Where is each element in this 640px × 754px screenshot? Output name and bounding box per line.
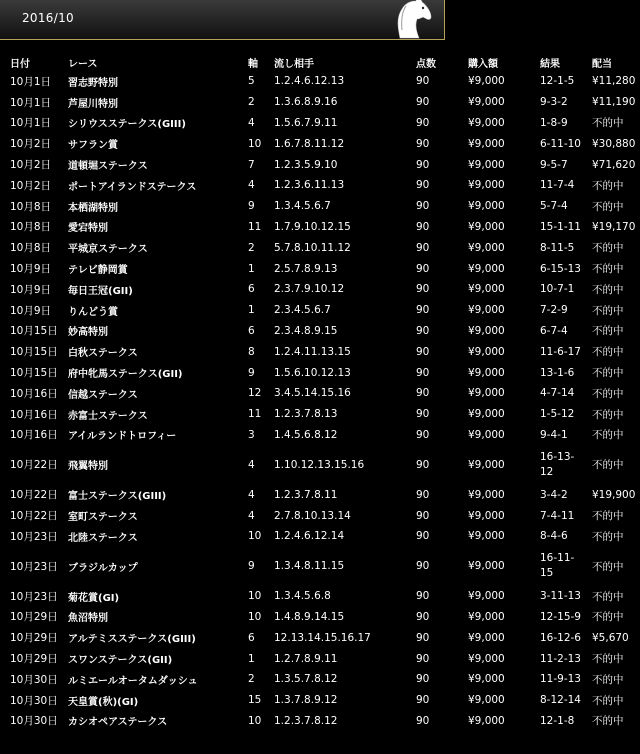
cell-partners: 1.2.4.6.12.13 [274, 75, 345, 88]
cell-date: 10月2日 [10, 159, 52, 172]
cell-result: 9-3-2 [540, 96, 568, 109]
cell-points: 90 [416, 158, 430, 171]
cell-payout: 不的中 [592, 367, 624, 380]
cell-result: 8-12-14 [540, 694, 581, 707]
table-row [0, 113, 640, 134]
cell-date: 10月8日 [10, 221, 52, 234]
cell-points: 90 [416, 714, 430, 727]
cell-result: 16-13- 12 [540, 450, 575, 478]
cell-date: 10月23日 [10, 560, 58, 573]
table-row [0, 404, 640, 425]
cell-amount: ¥9,000 [468, 116, 505, 129]
cell-amount: ¥9,000 [468, 200, 505, 213]
cell-amount: ¥9,000 [468, 673, 505, 686]
page-header [0, 0, 445, 40]
cell-race: シリウスステークス(GIII) [68, 119, 186, 131]
cell-race: サフラン賞 [68, 140, 118, 152]
cell-result: 13-1-6 [540, 366, 575, 379]
cell-race: 習志野特別 [68, 77, 118, 89]
cell-wheel: 4 [248, 509, 255, 522]
cell-result: 3-11-13 [540, 590, 581, 603]
cell-payout: 不的中 [592, 117, 624, 130]
table-row [0, 321, 640, 342]
cell-amount: ¥9,000 [468, 560, 505, 573]
cell-points: 90 [416, 673, 430, 686]
cell-result: 10-7-1 [540, 283, 575, 296]
cell-amount: ¥9,000 [468, 714, 505, 727]
cell-amount: ¥9,000 [468, 345, 505, 358]
cell-partners: 3.4.5.14.15.16 [274, 387, 351, 400]
table-row [0, 505, 640, 526]
column-header-points: 点数 [416, 58, 436, 70]
cell-date: 10月30日 [10, 715, 58, 728]
cell-points: 90 [416, 241, 430, 254]
cell-date: 10月29日 [10, 653, 58, 666]
cell-wheel: 4 [248, 116, 255, 129]
cell-partners: 1.3.5.7.8.12 [274, 673, 338, 686]
cell-wheel: 1 [248, 304, 255, 317]
cell-points: 90 [416, 75, 430, 88]
cell-points: 90 [416, 428, 430, 441]
cell-race: 北陸ステークス [68, 532, 138, 544]
cell-result: 1-5-12 [540, 408, 575, 421]
cell-amount: ¥9,000 [468, 387, 505, 400]
cell-race: 府中牝馬ステークス(GII) [68, 369, 183, 381]
table-header-row [0, 53, 640, 71]
cell-points: 90 [416, 324, 430, 337]
cell-race: 天皇賞(秋)(GI) [68, 696, 139, 708]
cell-amount: ¥9,000 [468, 530, 505, 543]
cell-race: 魚沼特別 [68, 613, 108, 625]
cell-payout: 不的中 [592, 510, 624, 523]
cell-date: 10月23日 [10, 530, 58, 543]
cell-payout: 不的中 [592, 715, 624, 728]
cell-date: 10月16日 [10, 408, 58, 421]
cell-partners: 1.2.4.6.12.14 [274, 530, 345, 543]
cell-date: 10月22日 [10, 489, 58, 502]
cell-result: 9-5-7 [540, 158, 568, 171]
cell-race: 道頓堀ステークス [68, 161, 148, 173]
horse-head-icon [386, 0, 434, 40]
cell-date: 10月29日 [10, 611, 58, 624]
cell-wheel: 10 [248, 530, 262, 543]
cell-payout: ¥71,620 [592, 158, 636, 171]
cell-date: 10月8日 [10, 242, 52, 255]
cell-partners: 1.2.3.7.8.12 [274, 714, 338, 727]
cell-payout: 不的中 [592, 242, 624, 255]
cell-partners: 1.7.9.10.12.15 [274, 220, 351, 233]
cell-race: アルテミスステークス(GIII) [68, 634, 196, 646]
cell-race: 飛翼特別 [68, 461, 108, 473]
cell-partners: 1.2.4.11.13.15 [274, 345, 351, 358]
cell-race: カシオペアステークス [68, 717, 168, 729]
cell-amount: ¥9,000 [468, 652, 505, 665]
cell-points: 90 [416, 283, 430, 296]
cell-wheel: 8 [248, 345, 255, 358]
cell-partners: 2.3.4.5.6.7 [274, 304, 331, 317]
table-row [0, 217, 640, 238]
cell-date: 10月16日 [10, 429, 58, 442]
cell-result: 6-7-4 [540, 324, 568, 337]
table-row [0, 362, 640, 383]
cell-amount: ¥9,000 [468, 694, 505, 707]
cell-race: 富士ステークス(GIII) [68, 491, 167, 503]
cell-points: 90 [416, 652, 430, 665]
column-header-amount: 購入額 [468, 58, 498, 70]
table-row [0, 547, 640, 586]
cell-date: 10月2日 [10, 179, 52, 192]
cell-race: 愛宕特別 [68, 223, 108, 235]
cell-wheel: 4 [248, 458, 255, 471]
cell-amount: ¥9,000 [468, 458, 505, 471]
cell-partners: 1.3.4.5.6.8 [274, 590, 331, 603]
cell-date: 10月29日 [10, 632, 58, 645]
cell-points: 90 [416, 560, 430, 573]
cell-date: 10月22日 [10, 459, 58, 472]
cell-partners: 1.3.6.8.9.16 [274, 96, 338, 109]
cell-date: 10月1日 [10, 117, 52, 130]
cell-points: 90 [416, 509, 430, 522]
cell-result: 16-11- 15 [540, 552, 575, 580]
cell-race: ポートアイランドステークス [68, 181, 197, 193]
cell-amount: ¥9,000 [468, 137, 505, 150]
cell-points: 90 [416, 590, 430, 603]
cell-payout: ¥11,280 [592, 75, 636, 88]
cell-partners: 1.3.7.8.9.12 [274, 694, 338, 707]
cell-result: 11-2-13 [540, 652, 581, 665]
cell-result: 1-8-9 [540, 116, 568, 129]
cell-partners: 1.2.3.6.11.13 [274, 179, 345, 192]
cell-wheel: 10 [248, 714, 262, 727]
cell-points: 90 [416, 304, 430, 317]
cell-partners: 1.3.4.5.6.7 [274, 200, 331, 213]
cell-date: 10月9日 [10, 304, 52, 317]
cell-race: 本栖湖特別 [68, 202, 118, 214]
cell-wheel: 6 [248, 283, 255, 296]
column-header-partners: 流し相手 [274, 58, 314, 70]
cell-amount: ¥9,000 [468, 631, 505, 644]
cell-partners: 2.3.7.9.10.12 [274, 283, 345, 296]
cell-points: 90 [416, 262, 430, 275]
cell-amount: ¥9,000 [468, 158, 505, 171]
cell-points: 90 [416, 137, 430, 150]
cell-partners: 2.5.7.8.9.13 [274, 262, 338, 275]
cell-wheel: 9 [248, 366, 255, 379]
table-body [0, 71, 640, 731]
cell-payout: 不的中 [592, 429, 624, 442]
cell-date: 10月15日 [10, 367, 58, 380]
cell-partners: 1.2.3.5.9.10 [274, 158, 338, 171]
table-row [0, 526, 640, 547]
cell-payout: 不的中 [592, 387, 624, 400]
cell-wheel: 15 [248, 694, 262, 707]
cell-amount: ¥9,000 [468, 179, 505, 192]
cell-partners: 5.7.8.10.11.12 [274, 241, 351, 254]
cell-payout: ¥30,880 [592, 137, 636, 150]
cell-wheel: 6 [248, 631, 255, 644]
cell-race: 妙高特別 [68, 327, 108, 339]
page-title: 2016/10 [22, 11, 74, 25]
cell-partners: 1.2.3.7.8.13 [274, 408, 338, 421]
cell-payout: 不的中 [592, 611, 624, 624]
cell-amount: ¥9,000 [468, 262, 505, 275]
cell-amount: ¥9,000 [468, 220, 505, 233]
cell-date: 10月30日 [10, 673, 58, 686]
cell-race: りんどう賞 [68, 306, 118, 318]
cell-race: アイルランドトロフィー [68, 431, 177, 443]
cell-amount: ¥9,000 [468, 488, 505, 501]
cell-amount: ¥9,000 [468, 408, 505, 421]
cell-race: テレビ静岡賞 [68, 265, 128, 277]
table-row [0, 627, 640, 648]
cell-date: 10月16日 [10, 387, 58, 400]
cell-race: 平城京ステークス [68, 244, 148, 256]
cell-result: 16-12-6 [540, 631, 581, 644]
cell-date: 10月2日 [10, 138, 52, 151]
cell-race: スワンステークス(GII) [68, 655, 173, 667]
cell-payout: 不的中 [592, 673, 624, 686]
cell-points: 90 [416, 366, 430, 379]
cell-race: 信越ステークス [68, 389, 138, 401]
cell-partners: 2.3.4.8.9.15 [274, 324, 338, 337]
cell-result: 4-7-14 [540, 387, 575, 400]
cell-points: 90 [416, 387, 430, 400]
cell-points: 90 [416, 345, 430, 358]
cell-payout: 不的中 [592, 283, 624, 296]
cell-amount: ¥9,000 [468, 509, 505, 522]
table-row [0, 71, 640, 92]
cell-payout: 不的中 [592, 304, 624, 317]
cell-result: 11-7-4 [540, 179, 575, 192]
cell-partners: 1.5.6.7.9.11 [274, 116, 338, 129]
cell-race: 白秋ステークス [68, 348, 138, 360]
cell-payout: ¥11,190 [592, 96, 636, 109]
cell-partners: 1.3.4.8.11.15 [274, 560, 345, 573]
cell-race: 菊花賞(GI) [68, 592, 120, 604]
column-header-date: 日付 [10, 58, 30, 70]
column-header-race: レース [68, 58, 98, 70]
cell-points: 90 [416, 458, 430, 471]
cell-result: 8-4-6 [540, 530, 568, 543]
cell-payout: 不的中 [592, 325, 624, 338]
cell-date: 10月1日 [10, 75, 52, 88]
cell-points: 90 [416, 200, 430, 213]
cell-wheel: 2 [248, 96, 255, 109]
table-row [0, 607, 640, 628]
cell-points: 90 [416, 408, 430, 421]
cell-race: 室町ステークス [68, 512, 138, 524]
cell-wheel: 10 [248, 610, 262, 623]
column-header-wheel: 軸 [248, 58, 258, 70]
cell-payout: 不的中 [592, 694, 624, 707]
cell-date: 10月1日 [10, 96, 52, 109]
cell-date: 10月9日 [10, 263, 52, 276]
table-row [0, 669, 640, 690]
cell-wheel: 9 [248, 560, 255, 573]
cell-amount: ¥9,000 [468, 610, 505, 623]
cell-payout: 不的中 [592, 530, 624, 543]
table-row [0, 154, 640, 175]
cell-result: 3-4-2 [540, 488, 568, 501]
cell-partners: 2.7.8.10.13.14 [274, 509, 351, 522]
cell-race: 赤富士ステークス [68, 410, 148, 422]
cell-wheel: 5 [248, 75, 255, 88]
cell-amount: ¥9,000 [468, 241, 505, 254]
cell-wheel: 2 [248, 241, 255, 254]
cell-result: 6-11-10 [540, 137, 581, 150]
cell-date: 10月9日 [10, 283, 52, 296]
cell-date: 10月15日 [10, 325, 58, 338]
cell-wheel: 2 [248, 673, 255, 686]
cell-result: 12-1-8 [540, 714, 575, 727]
cell-amount: ¥9,000 [468, 96, 505, 109]
cell-amount: ¥9,000 [468, 428, 505, 441]
table-row [0, 341, 640, 362]
cell-race: 芦屋川特別 [68, 98, 118, 110]
cell-result: 8-11-5 [540, 241, 575, 254]
cell-payout: 不的中 [592, 200, 624, 213]
cell-race: 毎日王冠(GII) [68, 285, 133, 297]
cell-result: 15-1-11 [540, 220, 581, 233]
cell-date: 10月15日 [10, 346, 58, 359]
cell-wheel: 4 [248, 488, 255, 501]
cell-points: 90 [416, 530, 430, 543]
cell-partners: 1.2.3.7.8.11 [274, 488, 338, 501]
table-row [0, 279, 640, 300]
cell-wheel: 10 [248, 137, 262, 150]
cell-result: 12-1-5 [540, 75, 575, 88]
cell-amount: ¥9,000 [468, 304, 505, 317]
cell-points: 90 [416, 220, 430, 233]
table-row [0, 300, 640, 321]
table-row [0, 237, 640, 258]
cell-points: 90 [416, 488, 430, 501]
cell-wheel: 9 [248, 200, 255, 213]
cell-amount: ¥9,000 [468, 366, 505, 379]
cell-amount: ¥9,000 [468, 324, 505, 337]
cell-partners: 1.2.7.8.9.11 [274, 652, 338, 665]
cell-payout: 不的中 [592, 408, 624, 421]
cell-amount: ¥9,000 [468, 283, 505, 296]
cell-wheel: 4 [248, 179, 255, 192]
cell-payout: ¥19,170 [592, 220, 636, 233]
cell-result: 7-2-9 [540, 304, 568, 317]
cell-partners: 1.4.8.9.14.15 [274, 610, 345, 623]
table-row [0, 484, 640, 505]
table-row [0, 690, 640, 711]
cell-points: 90 [416, 96, 430, 109]
cell-amount: ¥9,000 [468, 75, 505, 88]
cell-wheel: 11 [248, 408, 262, 421]
table-row [0, 258, 640, 279]
cell-payout: 不的中 [592, 590, 624, 603]
cell-result: 7-4-11 [540, 509, 575, 522]
cell-partners: 1.5.6.10.12.13 [274, 366, 351, 379]
cell-points: 90 [416, 610, 430, 623]
cell-partners: 1.6.7.8.11.12 [274, 137, 345, 150]
cell-wheel: 7 [248, 158, 255, 171]
cell-result: 6-15-13 [540, 262, 581, 275]
cell-wheel: 12 [248, 387, 262, 400]
cell-result: 11-6-17 [540, 345, 581, 358]
cell-payout: 不的中 [592, 179, 624, 192]
cell-payout: ¥19,900 [592, 488, 636, 501]
cell-wheel: 3 [248, 428, 255, 441]
cell-payout: 不的中 [592, 653, 624, 666]
cell-payout: 不的中 [592, 560, 624, 573]
cell-partners: 1.4.5.6.8.12 [274, 428, 338, 441]
table-row [0, 133, 640, 154]
table-row [0, 445, 640, 484]
cell-race: ブラジルカップ [68, 562, 138, 574]
cell-result: 11-9-13 [540, 673, 581, 686]
cell-wheel: 1 [248, 652, 255, 665]
cell-amount: ¥9,000 [468, 590, 505, 603]
table-row [0, 175, 640, 196]
cell-result: 5-7-4 [540, 200, 568, 213]
table-row [0, 648, 640, 669]
cell-points: 90 [416, 631, 430, 644]
cell-points: 90 [416, 116, 430, 129]
cell-wheel: 1 [248, 262, 255, 275]
cell-result: 12-15-9 [540, 610, 581, 623]
cell-partners: 12.13.14.15.16.17 [274, 631, 371, 644]
cell-points: 90 [416, 694, 430, 707]
cell-date: 10月30日 [10, 694, 58, 707]
cell-payout: 不的中 [592, 459, 624, 472]
table-row [0, 383, 640, 404]
cell-date: 10月23日 [10, 590, 58, 603]
cell-race: ルミエールオータムダッシュ [68, 675, 198, 687]
column-header-result: 結果 [540, 58, 560, 70]
cell-wheel: 10 [248, 590, 262, 603]
cell-wheel: 6 [248, 324, 255, 337]
cell-result: 9-4-1 [540, 428, 568, 441]
betting-results-table [0, 53, 640, 731]
table-row [0, 92, 640, 113]
column-header-payout: 配当 [592, 58, 612, 70]
cell-partners: 1.10.12.13.15.16 [274, 458, 365, 471]
table-row [0, 586, 640, 607]
table-row [0, 196, 640, 217]
cell-wheel: 11 [248, 220, 262, 233]
cell-payout: ¥5,670 [592, 631, 629, 644]
cell-points: 90 [416, 179, 430, 192]
table-row [0, 425, 640, 446]
table-row [0, 711, 640, 732]
cell-date: 10月22日 [10, 510, 58, 523]
cell-payout: 不的中 [592, 263, 624, 276]
cell-payout: 不的中 [592, 346, 624, 359]
cell-date: 10月8日 [10, 200, 52, 213]
